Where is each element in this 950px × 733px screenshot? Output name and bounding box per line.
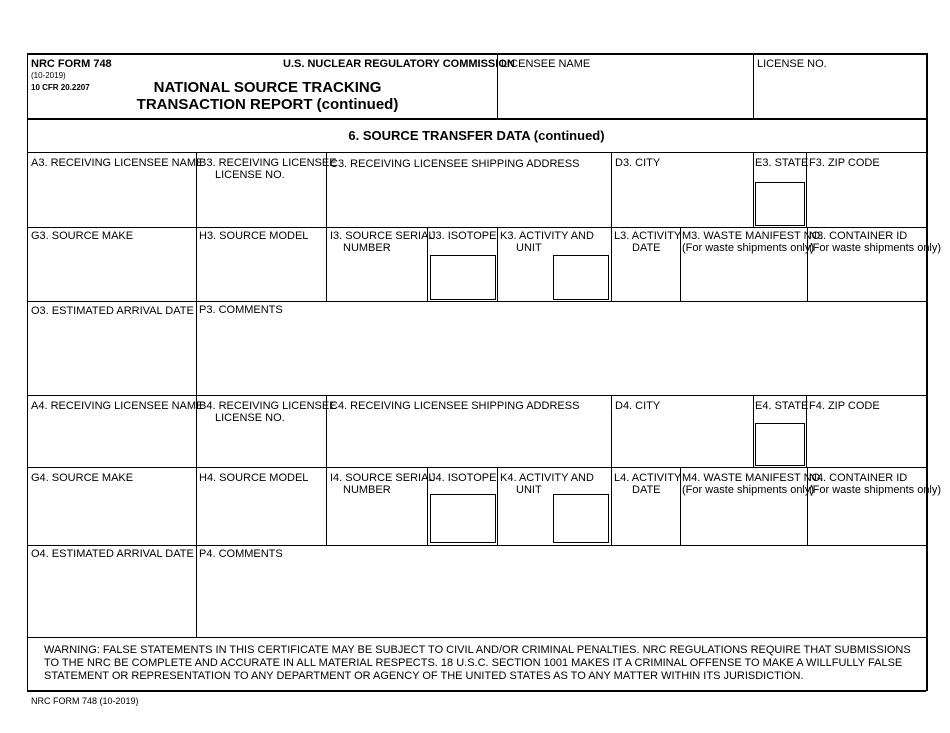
- isotope-input-3[interactable]: [430, 255, 496, 300]
- waste-manifest-label-4: M4. WASTE MANIFEST NO.: [682, 472, 824, 484]
- serial-number-label-4: I4. SOURCE SERIAL: [330, 472, 435, 484]
- activity-date-label-3: L3. ACTIVITY: [614, 230, 682, 242]
- agency-name: U.S. NUCLEAR REGULATORY COMMISSION: [283, 58, 515, 70]
- container-id-label-3b: (For waste shipments only): [809, 242, 942, 254]
- city-label-3: D3. CITY: [615, 157, 661, 169]
- activity-date-label-3b: DATE: [632, 242, 661, 254]
- city-label-4: D4. CITY: [615, 400, 661, 412]
- activity-unit-input-4[interactable]: [553, 494, 609, 543]
- footer-form-id: NRC FORM 748 (10-2019): [31, 696, 139, 706]
- receiving-licensee-no-label-4b: LICENSE NO.: [215, 412, 285, 424]
- activity-label-4: K4. ACTIVITY AND: [500, 472, 594, 484]
- serial-number-label-3b: NUMBER: [343, 242, 391, 254]
- container-id-label-4b: (For waste shipments only): [809, 484, 942, 496]
- warning-text-line3: STATEMENT OR REPRESENTATION TO ANY DEPARTMENT OR AGENCY OF THE UNITED STATES AS TO ANY MATTER WITHIN ITS JURISDICTION.: [44, 670, 804, 682]
- container-id-label-3: N3. CONTAINER ID: [809, 230, 908, 242]
- section-title: 6. SOURCE TRANSFER DATA (continued): [348, 128, 605, 143]
- receiving-licensee-no-label-3: B3. RECEIVING LICENSEE: [199, 157, 337, 169]
- receiving-licensee-name-label-4: A4. RECEIVING LICENSEE NAME: [31, 400, 204, 412]
- state-input-3[interactable]: [755, 182, 805, 226]
- form-number: NRC FORM 748: [31, 58, 112, 70]
- warning-text-line1: WARNING: FALSE STATEMENTS IN THIS CERTIFICATE MAY BE SUBJECT TO CIVIL AND/OR CRIMINAL PENALTIES. NRC REGULATIONS REQUIRE THAT SUBMISSIONS: [44, 644, 911, 656]
- container-id-label-4: N4. CONTAINER ID: [809, 472, 908, 484]
- zip-code-label-4: F4. ZIP CODE: [809, 400, 880, 412]
- shipping-address-label-3: C3. RECEIVING LICENSEE SHIPPING ADDRESS: [330, 158, 580, 170]
- source-make-label-4: G4. SOURCE MAKE: [31, 472, 134, 484]
- shipping-address-label-4: C4. RECEIVING LICENSEE SHIPPING ADDRESS: [330, 400, 580, 412]
- source-model-label-3: H3. SOURCE MODEL: [199, 230, 309, 242]
- waste-manifest-label-4b: (For waste shipments only): [682, 484, 815, 496]
- activity-date-label-4b: DATE: [632, 484, 661, 496]
- activity-date-label-4: L4. ACTIVITY: [614, 472, 682, 484]
- serial-number-label-4b: NUMBER: [343, 484, 391, 496]
- state-input-4[interactable]: [755, 423, 805, 466]
- isotope-input-4[interactable]: [430, 494, 496, 543]
- cfr-reference: 10 CFR 20.2207: [31, 83, 90, 92]
- zip-code-label-3: F3. ZIP CODE: [809, 157, 880, 169]
- form-date: (10-2019): [31, 71, 66, 80]
- receiving-licensee-name-label-3: A3. RECEIVING LICENSEE NAME: [31, 157, 204, 169]
- source-make-label-3: G3. SOURCE MAKE: [31, 230, 134, 242]
- form-title-line2: TRANSACTION REPORT (continued): [136, 96, 399, 113]
- arrival-date-label-4: O4. ESTIMATED ARRIVAL DATE: [31, 548, 194, 560]
- waste-manifest-label-3: M3. WASTE MANIFEST NO.: [682, 230, 824, 242]
- activity-label-4b: UNIT: [516, 484, 542, 496]
- activity-label-3: K3. ACTIVITY AND: [500, 230, 594, 242]
- serial-number-label-3: I3. SOURCE SERIAL: [330, 230, 435, 242]
- state-label-3: E3. STATE: [755, 157, 809, 169]
- comments-label-3: P3. COMMENTS: [199, 304, 283, 316]
- licensee-name-field[interactable]: [499, 72, 751, 116]
- license-no-field[interactable]: [755, 72, 924, 116]
- activity-label-3b: UNIT: [516, 242, 542, 254]
- activity-unit-input-3[interactable]: [553, 255, 609, 300]
- source-model-label-4: H4. SOURCE MODEL: [199, 472, 309, 484]
- state-label-4: E4. STATE: [755, 400, 809, 412]
- form-title-line1: NATIONAL SOURCE TRACKING: [153, 79, 382, 96]
- license-no-label: LICENSE NO.: [757, 58, 827, 70]
- licensee-name-label: LICENSEE NAME: [501, 58, 591, 70]
- receiving-licensee-no-label-3b: LICENSE NO.: [215, 169, 285, 181]
- arrival-date-label-3: O3. ESTIMATED ARRIVAL DATE: [31, 305, 194, 317]
- isotope-label-3: J3. ISOTOPE: [430, 230, 497, 242]
- receiving-licensee-no-label-4: B4. RECEIVING LICENSEE: [199, 400, 337, 412]
- comments-label-4: P4. COMMENTS: [199, 548, 283, 560]
- isotope-label-4: J4. ISOTOPE: [430, 472, 497, 484]
- waste-manifest-label-3b: (For waste shipments only): [682, 242, 815, 254]
- warning-text-line2: TO THE NRC BE COMPLETE AND ACCURATE IN ALL MATERIAL RESPECTS. 18 U.S.C. SECTION 1001 MAKES IT A CRIMINAL OFFENSE TO MAKE A WILLFULLY FALSE: [44, 657, 903, 669]
